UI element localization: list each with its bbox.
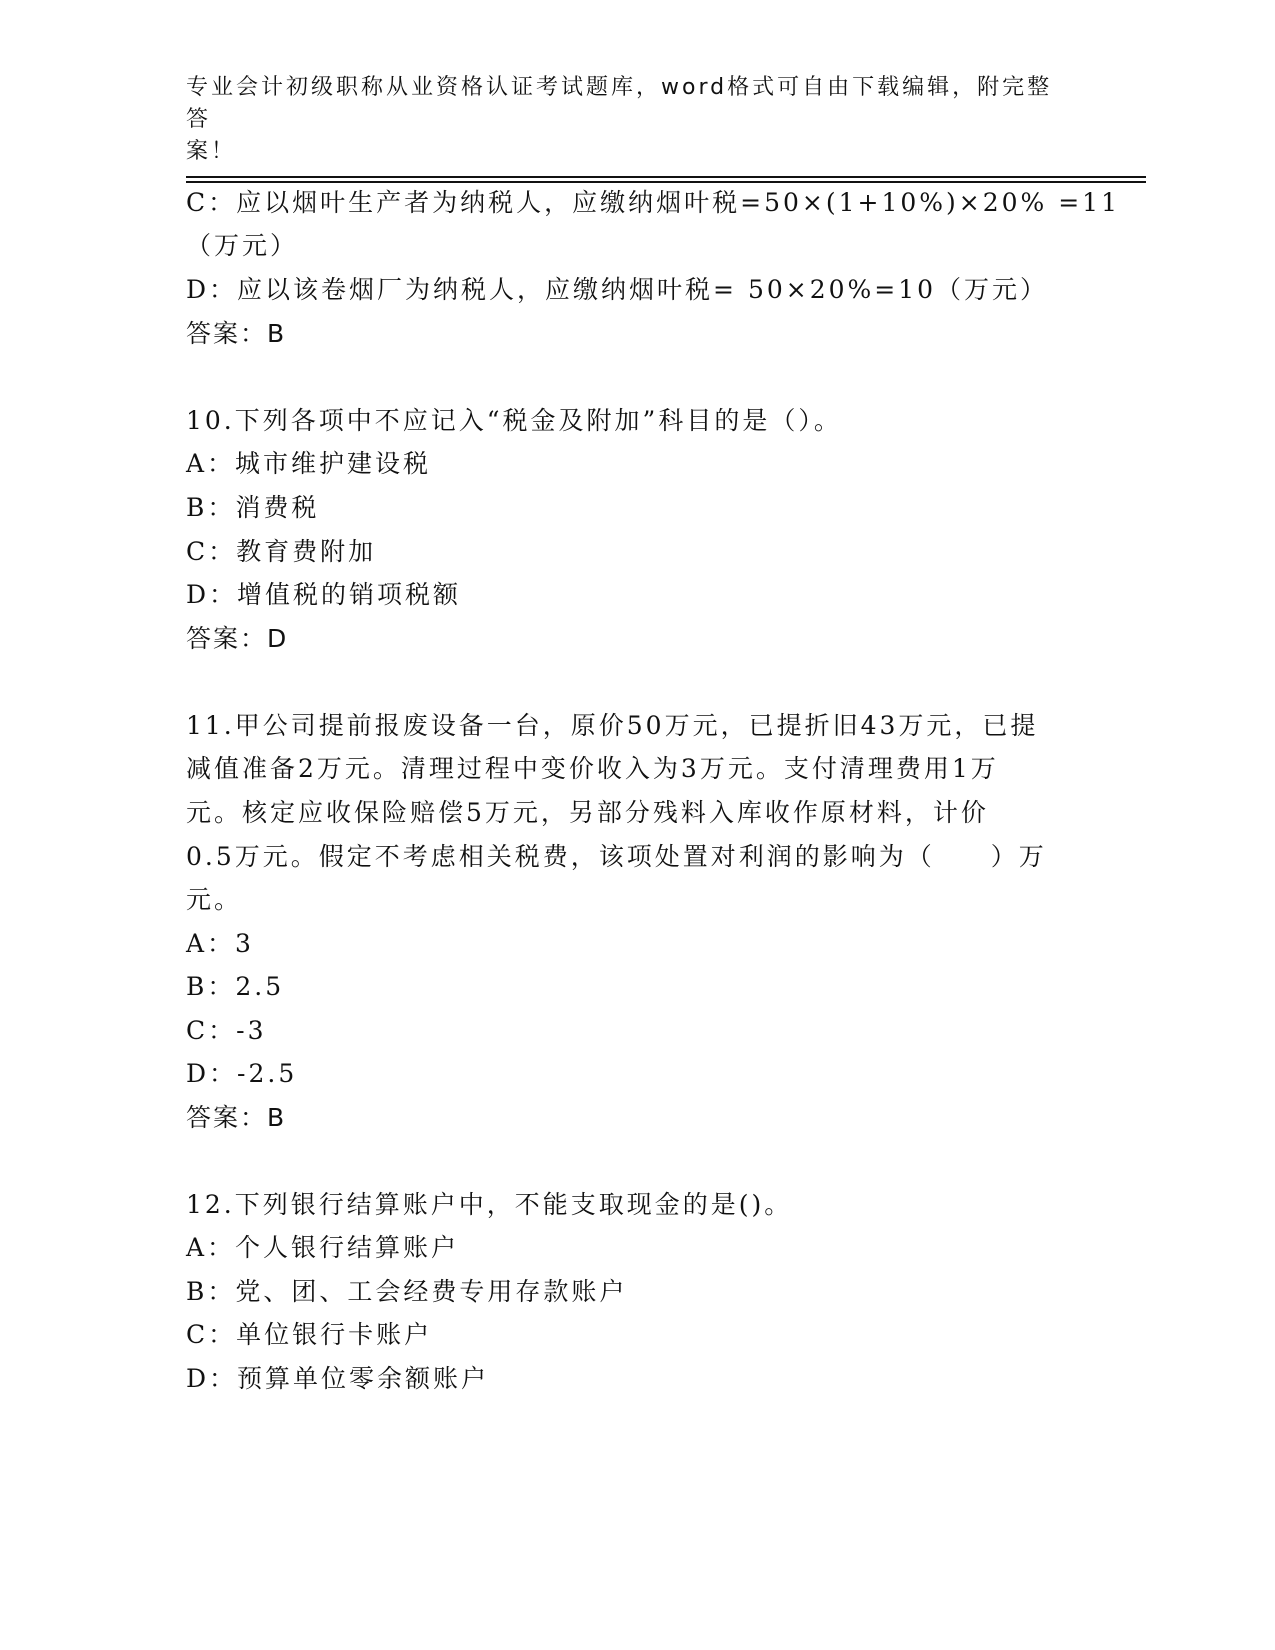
q11-answer: 答案：B [186, 1103, 287, 1132]
header-line-1: 专业会计初级职称从业资格认证考试题库，word格式可自由下载编辑，附完整答 [186, 75, 1053, 132]
q11-stem-line-3: 元。核定应收保险赔偿5万元，另部分残料入库收作原材料，计价 [186, 798, 989, 827]
q10-option-a: A：城市维护建设税 [186, 449, 432, 478]
q11-stem-line-5: 元。 [186, 885, 243, 914]
q11-stem-line-4: 0.5万元。假定不考虑相关税费，该项处置对利润的影响为（ ）万 [186, 842, 1047, 871]
q11-option-d: D：-2.5 [186, 1059, 298, 1088]
q11-stem-line-1: 11.甲公司提前报废设备一台，原价50万元，已提折旧43万元，已提 [186, 711, 1039, 740]
header-line-2: 案！ [186, 139, 237, 164]
q12-option-a: A：个人银行结算账户 [186, 1233, 460, 1262]
q12-option-d: D：预算单位零余额账户 [186, 1364, 490, 1393]
q9-option-d: D：应以该卷烟厂为纳税人，应缴纳烟叶税= 50×20%=10（万元） [186, 275, 1049, 304]
q9-answer: 答案：B [186, 319, 287, 348]
q12-option-c: C：单位银行卡账户 [186, 1320, 433, 1349]
q9-option-c-line-1: C：应以烟叶生产者为纳税人，应缴纳烟叶税=50×(1+10%)×20% =11 [186, 188, 1120, 217]
header-rule-bottom [186, 181, 1146, 183]
q10-option-d: D：增值税的销项税额 [186, 580, 462, 609]
q11-option-b: B：2.5 [186, 972, 285, 1001]
q12-option-b: B：党、团、工会经费专用存款账户 [186, 1277, 628, 1306]
q10-option-c: C：教育费附加 [186, 537, 377, 566]
q11-stem-line-2: 减值准备2万元。清理过程中变价收入为3万元。支付清理费用1万 [186, 754, 999, 783]
q10-option-b: B：消费税 [186, 493, 320, 522]
q11-option-c: C：-3 [186, 1016, 267, 1045]
q10-answer: 答案：D [186, 624, 289, 653]
header-rule-top [186, 176, 1146, 178]
q11-option-a: A：3 [186, 929, 254, 958]
q12-stem: 12.下列银行结算账户中，不能支取现金的是()。 [186, 1190, 793, 1219]
q9-option-c-line-2: （万元） [186, 231, 299, 260]
document-header [186, 72, 1066, 168]
q10-stem: 10.下列各项中不应记入“税金及附加”科目的是（）。 [186, 406, 842, 435]
